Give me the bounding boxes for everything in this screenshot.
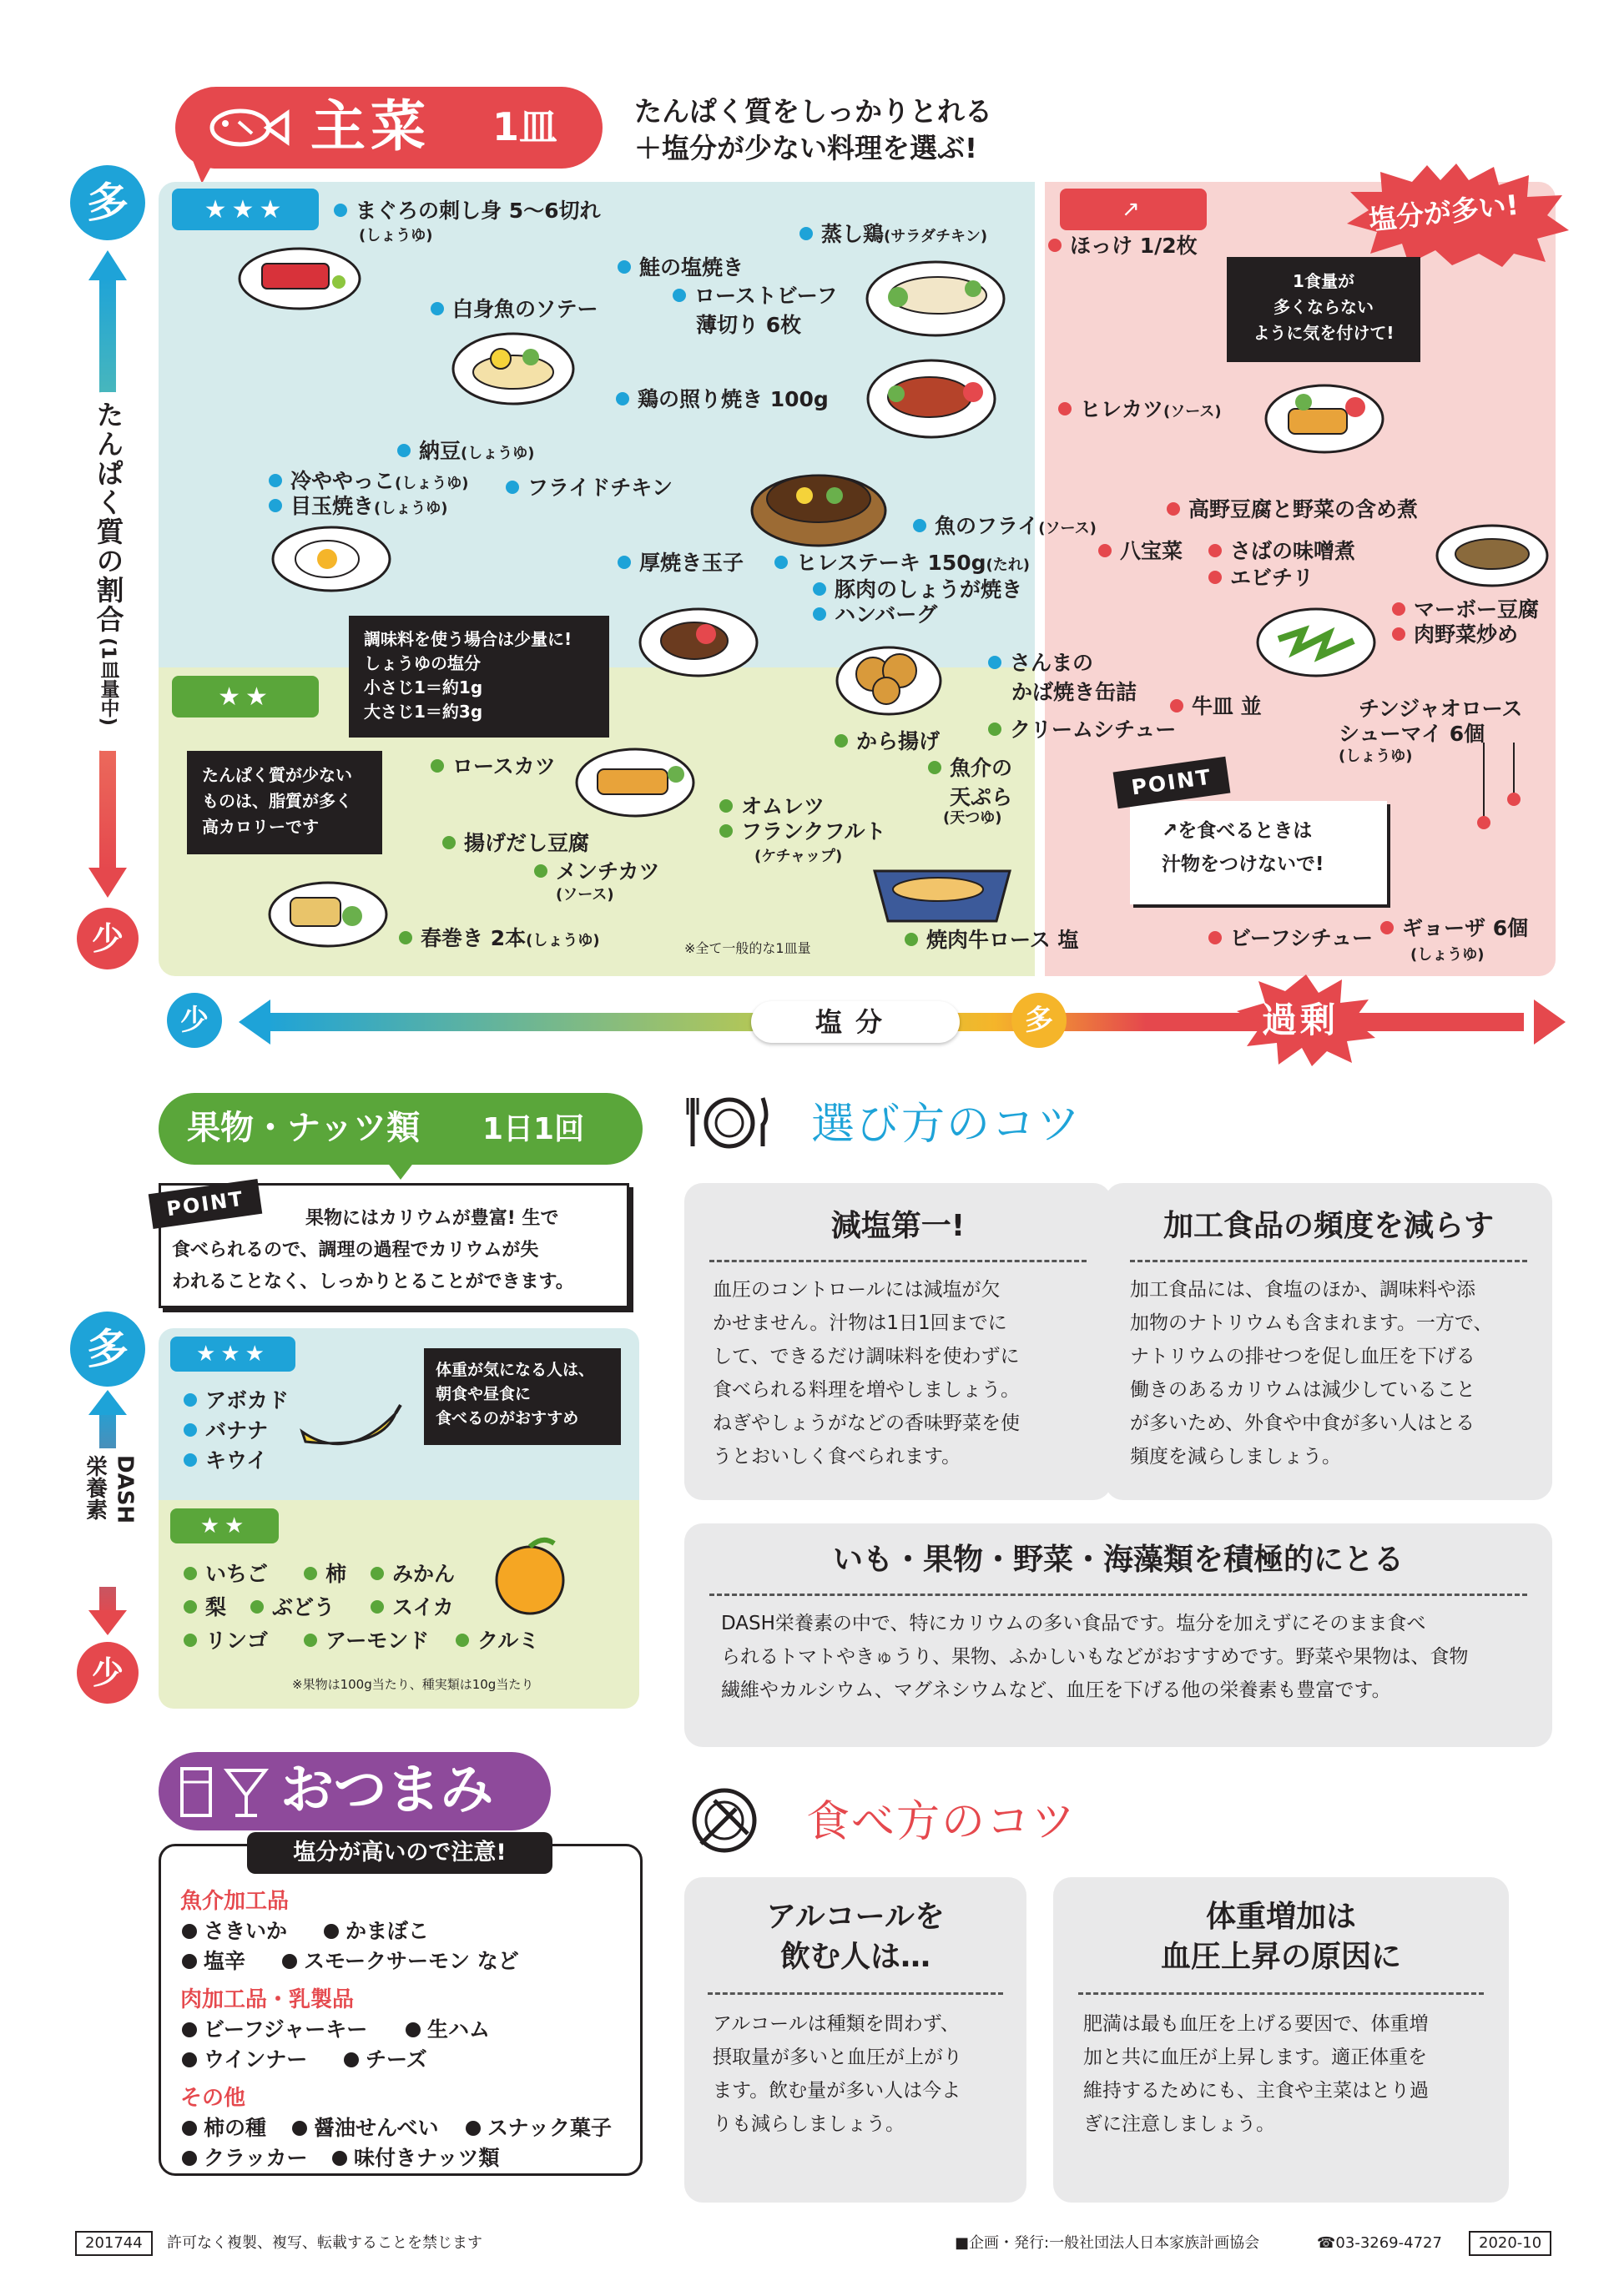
- item-happosai: 八宝菜: [1098, 539, 1183, 564]
- snack-nuts: 味付きナッツ類: [332, 2144, 500, 2173]
- eat-card-1-rule: [708, 1992, 1003, 1995]
- leader-lines: [1475, 743, 1526, 834]
- eat-card-2-title-1: 体重増加は: [1205, 1900, 1356, 1934]
- chinjao-illustration: [1253, 597, 1379, 681]
- choose-card-1-rule: [709, 1260, 1087, 1262]
- fruit-banana: バナナ: [184, 1418, 268, 1443]
- item-maguro: まぐろの刺し身 5〜6切れ: [334, 199, 601, 224]
- item-hire-steak: ヒレステーキ 150g(たれ): [774, 551, 1030, 578]
- fruits-stars-3: ★★★: [170, 1337, 295, 1372]
- red-tab: ↗: [1060, 189, 1207, 230]
- fruits-freq: 1日1回: [482, 1112, 585, 1146]
- y-axis-top-circle: [70, 165, 145, 240]
- item-cream-stew: クリームシチュー: [988, 718, 1176, 743]
- snack-snack-gashi: スナック菓子: [466, 2114, 612, 2142]
- fruits-note: 体重が気になる人は、 朝食や昼食に 食べるのがおすすめ: [424, 1348, 621, 1445]
- item-omelet: オムレツ: [719, 794, 825, 819]
- snacks-warning: 塩分が高いので注意!: [247, 1832, 552, 1874]
- item-rosukatsu: ロースカツ: [431, 754, 556, 779]
- footer-copyright: 許可なく複製、複写、転載することを禁じます: [167, 2234, 482, 2252]
- note-low-protein: たんぱく質が少ない ものは、脂質が多く 高カロリーです: [187, 751, 382, 854]
- item-frankfurt: フランクフルト: [719, 819, 886, 844]
- y-axis-title-sub: (1皿量中): [97, 637, 119, 727]
- item-yakiniku: 焼肉牛ロース 塩: [905, 928, 1078, 953]
- stars-3-main: ★★★: [172, 189, 319, 230]
- main-point-label: POINT: [1113, 757, 1231, 808]
- fruit-kaki: 柿: [304, 1562, 346, 1587]
- tempura-illustration: [871, 846, 1013, 929]
- fruits-axis-top-label: 多: [87, 1325, 129, 1373]
- item-saba-miso: さばの味噌煮: [1208, 539, 1355, 564]
- snack-wiener: ウインナー: [182, 2046, 307, 2074]
- eat-heading: 食べ方のコツ: [806, 1797, 1077, 1847]
- stars-2-main: ★★: [172, 676, 319, 718]
- fruit-mikan: みかん: [371, 1562, 455, 1587]
- x-axis-left-label: 少: [180, 1004, 209, 1037]
- item-roastbeef-sub: 薄切り 6枚: [696, 313, 802, 337]
- main-dish-title: 主菜: [310, 94, 431, 159]
- item-sanma: さんまの: [988, 651, 1093, 676]
- sashimi-illustration: [237, 239, 362, 314]
- eat-card-2-title-2: 血圧上昇の原因に: [1160, 1940, 1401, 1974]
- item-tempura-sauce: (天つゆ): [943, 809, 1002, 827]
- item-yasai-itame: 肉野菜炒め: [1392, 622, 1518, 647]
- snack-kamaboko: かまぼこ: [324, 1917, 429, 1946]
- excess-label: 過剰: [1262, 999, 1339, 1040]
- eat-card-1: [684, 1877, 1026, 2203]
- x-axis-title-text: 塩分: [815, 1006, 895, 1038]
- teriyaki-illustration: [865, 350, 998, 442]
- eat-card-2-body: 肥満は最も血圧を上げる要因で、体重増 加と共に血圧が上昇します。適正体重を 維持するためにも、主食や主菜はとり過 ぎに注意しましょう。: [1083, 2013, 1429, 2135]
- snack-senbei: 醤油せんべい: [292, 2114, 439, 2142]
- x-axis-mid-label: 多: [1025, 1004, 1053, 1037]
- item-teriyaki: 鶏の照り焼き 100g: [616, 387, 829, 412]
- item-tempura: 魚介の: [928, 756, 1012, 781]
- footer-phone: ☎03-3269-4727: [1317, 2234, 1442, 2252]
- harumaki-illustration: [265, 874, 391, 949]
- orange-illustration: [484, 1533, 576, 1617]
- item-atsuyaki: 厚焼き玉子: [618, 551, 744, 576]
- item-shiromi: 白身魚のソテー: [431, 297, 598, 322]
- karaage-illustration: [835, 631, 943, 723]
- snacks-group-2-name: 肉加工品・乳製品: [180, 1987, 355, 2012]
- choose-card-2-title: 加工食品の頻度を減らす: [1163, 1209, 1494, 1243]
- x-axis-title: [751, 1001, 960, 1043]
- item-roastbeef: ローストビーフ: [673, 284, 838, 309]
- item-gyoza: ギョーザ 6個: [1380, 916, 1528, 941]
- eat-card-2: [1053, 1877, 1509, 2203]
- eat-card-2-rule: [1078, 1992, 1484, 1995]
- choose-heading: 選び方のコツ: [811, 1100, 1082, 1150]
- item-mushidori: 蒸し鶏(サラダチキン): [799, 222, 987, 249]
- fish-saute-illustration: [451, 325, 576, 409]
- item-beef-stew: ビーフシチュー: [1208, 926, 1373, 951]
- choose-card-1-title: 減塩第一!: [830, 1209, 966, 1243]
- salt-high-label: 塩分が多い!: [1367, 188, 1521, 237]
- snack-cheese: チーズ: [344, 2046, 427, 2074]
- snack-jerky: ビーフジャーキー: [182, 2016, 367, 2044]
- hamburg-illustration: [636, 597, 761, 681]
- item-hiyayakko: 冷ややっこ(しょうゆ): [269, 469, 468, 496]
- item-menchikatsu-sub: (ソース): [556, 886, 614, 904]
- snacks-group-3-name: その他: [180, 2086, 246, 2111]
- snack-kakinotane: 柿の種: [182, 2114, 266, 2142]
- fruits-axis-bottom: [77, 1642, 139, 1704]
- item-maguro-sub: (しょうゆ): [359, 227, 433, 244]
- y-axis-arrow-down: [88, 868, 127, 898]
- fruit-apple: リンゴ: [184, 1629, 268, 1654]
- item-gyoza-sub: (しょうゆ): [1410, 946, 1485, 964]
- footer-code: 201744: [75, 2231, 153, 2256]
- fruits-badge-tail: [384, 1158, 417, 1183]
- item-harumaki: 春巻き 2本(しょうゆ): [399, 926, 600, 954]
- note-seasoning: 調味料を使う場合は少量に! しょうゆの塩分 小さじ1＝約1g 大さじ1＝約3g: [349, 616, 609, 738]
- banana-illustration: [297, 1398, 406, 1465]
- y-axis-title-text: たんぱく質の割合: [92, 400, 125, 634]
- fish-icon: [200, 98, 290, 157]
- item-fried-chicken: フライドチキン: [506, 476, 673, 501]
- item-tempura-sub: 天ぷら: [950, 785, 1013, 809]
- main-dish-portion: 1皿: [492, 104, 558, 149]
- fried-egg-illustration: [269, 521, 394, 596]
- saba-miso-illustration: [1434, 516, 1551, 591]
- item-medamayaki: 目玉焼き(しょうゆ): [269, 494, 447, 521]
- fruit-kiwi: キウイ: [184, 1448, 267, 1473]
- item-koyadofu: 高野豆腐と野菜の含め煮: [1167, 497, 1418, 522]
- fruits-axis-arrow-up: [88, 1390, 127, 1415]
- fruits-footnote: ※果物は100g当たり、種実類は10g当たり: [292, 1677, 534, 1692]
- item-frankfurt-sub: (ケチャップ): [754, 848, 843, 865]
- fruits-point-text: 果物にはカリウムが豊富! 生で 食べられるので、調理の過程でカリウムが失 われることなく、しっかりとることができます。: [172, 1208, 574, 1292]
- choose-card-3-body: DASH栄養素の中で、特にカリウムの多い食品です。塩分を加えずにそのまま食べ られるトマトやきゅうり、果物、ふかしいもなどがおすすめです。野菜や果物は、食物 繊維やカルシウム、マグネシウムなど、血圧を下げる他の栄養素も豊富です。: [721, 1613, 1469, 1701]
- choose-card-2-body: 加工食品には、食塩のほか、調味料や添 加物のナトリウムも含まれます。一方で、 ナトリウムの排せつを促し血圧を下げる 働きのあるカリウムは減少していること が多いため、外食や中食が多い人はとる 頻度を減らしましょう。: [1130, 1279, 1493, 1468]
- main-dish-intro-2: ＋塩分が少ない料理を選ぶ!: [634, 132, 978, 164]
- choose-card-3-title: いも・果物・野菜・海藻類を積極的にとる: [832, 1543, 1404, 1577]
- fruits-title: 果物・ナッツ類: [187, 1109, 421, 1147]
- x-axis-left-circle: [167, 993, 222, 1048]
- drinks-icon: [175, 1764, 275, 1822]
- snack-sakiika: さきいか: [182, 1917, 287, 1946]
- y-axis-top-label: 多: [87, 179, 129, 227]
- eat-card-1-body: アルコールは種類を問わず、 摂取量が多いと血圧が上がり ます。飲む量が多い人は今よ りも減らしましょう。: [713, 2013, 962, 2135]
- y-axis-bottom-circle: [77, 908, 139, 969]
- eat-card-1-title-1: アルコールを: [766, 1900, 945, 1934]
- item-karaage: から揚げ: [835, 729, 940, 754]
- note-red-portion: 1食量が 多くならない ように気を付けて!: [1227, 257, 1420, 362]
- y-axis-title: [85, 392, 132, 751]
- fruits-axis-arrow-down: [88, 1610, 127, 1635]
- item-shogayaki: 豚肉のしょうが焼き: [813, 577, 1022, 602]
- snacks-title: おつまみ: [280, 1760, 494, 1821]
- item-hamburg: ハンバーグ: [813, 602, 937, 627]
- fruit-strawberry: いちご: [184, 1562, 268, 1587]
- fruits-axis-top: [70, 1312, 145, 1387]
- y-axis-arrow-up: [88, 250, 127, 280]
- fruit-grape: ぶどう: [250, 1595, 335, 1620]
- item-ebichiri: エビチリ: [1208, 566, 1314, 591]
- nut-walnut: クルミ: [456, 1629, 539, 1654]
- fruits-axis-title: DASH 栄養素: [85, 1448, 132, 1587]
- steamed-chicken-illustration: [865, 255, 1006, 339]
- snack-namahamu: 生ハム: [406, 2016, 490, 2044]
- y-axis-bottom-label: 少: [91, 920, 124, 957]
- fruits-stars-2: ★★: [170, 1508, 279, 1543]
- eat-card-1-title-2: 飲む人は…: [779, 1940, 931, 1974]
- choose-card-2-rule: [1130, 1260, 1527, 1262]
- fruit-nashi: 梨: [184, 1595, 226, 1620]
- choose-card-3-rule: [709, 1594, 1527, 1596]
- snack-cracker: クラッカー: [182, 2144, 308, 2173]
- main-dish-intro-1: たんぱく質をしっかりとれる: [634, 95, 992, 128]
- fruits-point-label: POINT: [149, 1179, 263, 1229]
- item-shumai-sub: (しょうゆ): [1339, 748, 1413, 765]
- item-agedashi: 揚げだし豆腐: [442, 831, 589, 856]
- fruit-watermelon: スイカ: [371, 1595, 454, 1620]
- fruits-axis-bottom-label: 少: [91, 1654, 124, 1691]
- item-fish-fry: 魚のフライ(ソース): [913, 514, 1097, 541]
- footer-publisher: ■企画・発行:一般社団法人日本家族計画協会: [955, 2234, 1260, 2252]
- item-mabo: マーボー豆腐: [1392, 597, 1539, 622]
- main-point-text: ↗を食べるときは 汁物をつけないで!: [1162, 820, 1324, 875]
- item-chinjao: チンジャオロース: [1359, 697, 1523, 721]
- choose-card-1: [684, 1183, 1112, 1500]
- hirekatsu-illustration: [1262, 374, 1387, 457]
- dining-icon: [689, 1785, 759, 1855]
- nut-almond: アーモンド: [304, 1629, 429, 1654]
- item-menchikatsu: メンチカツ: [534, 859, 660, 884]
- plate-cutlery-icon: [686, 1093, 769, 1151]
- item-shumai: シューマイ 6個: [1339, 722, 1485, 746]
- item-shake: 鮭の塩焼き: [618, 255, 744, 280]
- steak-illustration: [748, 459, 890, 551]
- footer-date: 2020-10: [1469, 2231, 1551, 2256]
- choose-card-3: [684, 1523, 1552, 1747]
- item-natto: 納豆(しょうゆ): [397, 439, 534, 466]
- snack-shiokara: 塩辛: [182, 1947, 245, 1976]
- main-footnote: ※全て一般的な1皿量: [684, 940, 811, 956]
- x-axis-mid-circle: [1011, 993, 1067, 1048]
- item-gyudon: 牛皿 並: [1170, 694, 1262, 719]
- tonkatsu-illustration: [572, 738, 698, 821]
- fruit-avocado: アボカド: [184, 1388, 289, 1413]
- item-sanma-sub: かば焼き缶詰: [1011, 680, 1137, 704]
- choose-card-2: [1105, 1183, 1552, 1500]
- snack-smoked-salmon: スモークサーモン など: [282, 1947, 519, 1976]
- choose-card-1-body: 血圧のコントロールには減塩が欠 かせません。汁物は1日1回までに して、できるだけ調味料を使わずに 食べられる料理を増やしましょう。 ねぎやしょうがなどの香味野菜を使 うとおいしく食べられます。: [713, 1279, 1020, 1468]
- item-hokke: ほっけ 1/2枚: [1048, 234, 1198, 259]
- item-hirekatsu: ヒレカツ(ソース): [1058, 397, 1222, 425]
- snacks-group-1-name: 魚介加工品: [180, 1889, 290, 1914]
